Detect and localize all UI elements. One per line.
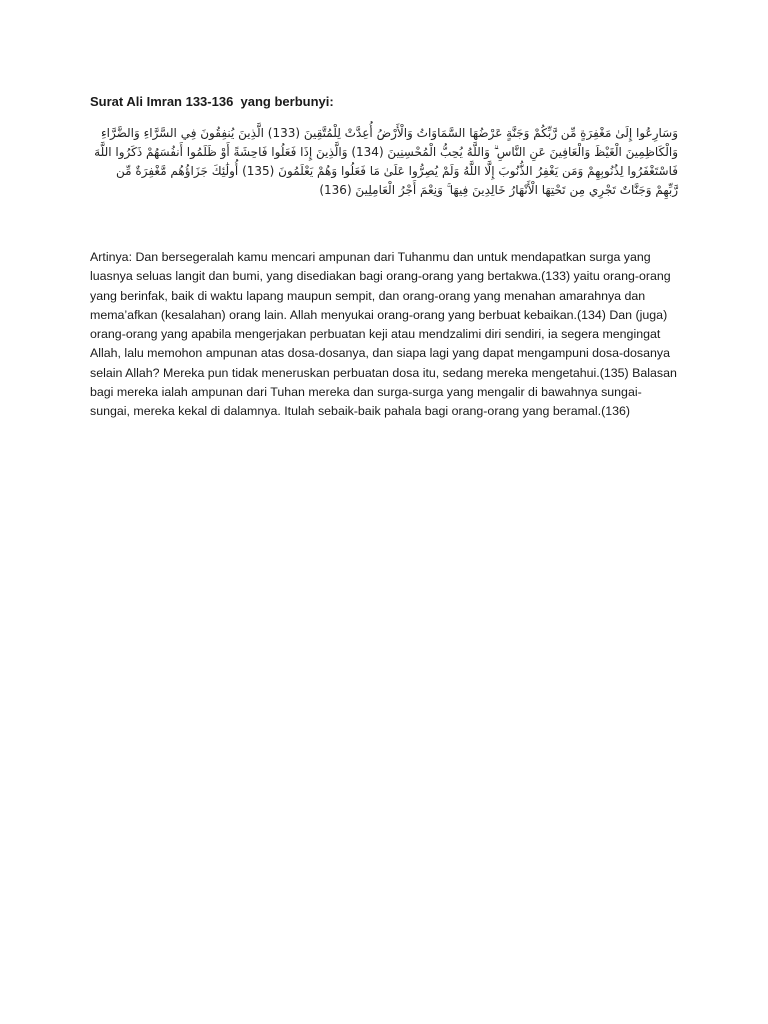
arabic-verse-text: وَسَارِعُوا إِلَىٰ مَغْفِرَةٍ مِّن رَّبِّكُمْ وَجَنَّةٍ عَرْضُهَا السَّمَاوَاتُ وَالْأَرْضُ أُعِدَّتْ لِلْمُتَّقِينَ (133) الَّذِينَ يُنفِقُونَ فِي السَّرَّاءِ وَالضَّرَّاءِ وَالْكَاظِمِينَ الْغَيْظَ وَالْعَافِينَ عَنِ النَّاسِ ۗ وَاللَّهُ يُحِبُّ الْمُحْسِنِينَ (134) وَالَّذِينَ إِذَا فَعَلُوا فَاحِشَةً أَوْ ظَلَمُوا أَنفُسَهُمْ ذَكَرُوا اللَّهَ فَاسْتَغْفَرُوا لِذُنُوبِهِمْ وَمَن يَغْفِرُ الذُّنُوبَ إِلَّا اللَّهُ وَلَمْ يُصِرُّوا عَلَىٰ مَا فَعَلُوا وَهُمْ يَعْلَمُونَ (135) أُولَٰئِكَ جَزَاؤُهُم مَّغْفِرَةٌ مِّن رَّبِّهِمْ وَجَنَّاتٌ تَجْرِي مِن تَحْتِهَا الْأَنْهَارُ خَالِدِينَ فِيهَا ۚ وَنِعْمَ أَجْرُ الْعَامِلِينَ (136) <box>94 126 678 197</box>
translation-paragraph: Artinya: Dan bersegeralah kamu mencari ampunan dari Tuhanmu dan untuk mendapatkan surga yang luasnya seluas langit dan bumi, yang disediakan bagi orang-orang yang bertakwa.(133) yaitu orang-orang yang berinfak, baik di waktu lapang maupun sempit, dan orang-orang yang menahan amarahnya dan mema’afkan (kesalahan) orang lain. Allah menyukai orang-orang yang berbuat kebaikan.(134) Dan (juga) orang-orang yang apabila mengerjakan perbuatan keji atau mendzalimi diri sendiri, ia segera mengingat Allah, lalu memohon ampunan atas dosa-dosanya, dan siapa lagi yang dapat mengampuni dosa-dosanya selain Allah? Mereka pun tidak meneruskan perbuatan dosa itu, sedang mereka mengetahui.(135) Balasan bagi mereka ialah ampunan dari Tuhan mereka dan surga-surga yang mengalir di bawahnya sungai-sungai, mereka kekal di dalamnya. Itulah sebaik-baik pahala bagi orang-orang yang beramal.(136) <box>90 250 677 419</box>
document-heading: Surat Ali Imran 133-136 yang berbunyi: <box>90 94 334 109</box>
